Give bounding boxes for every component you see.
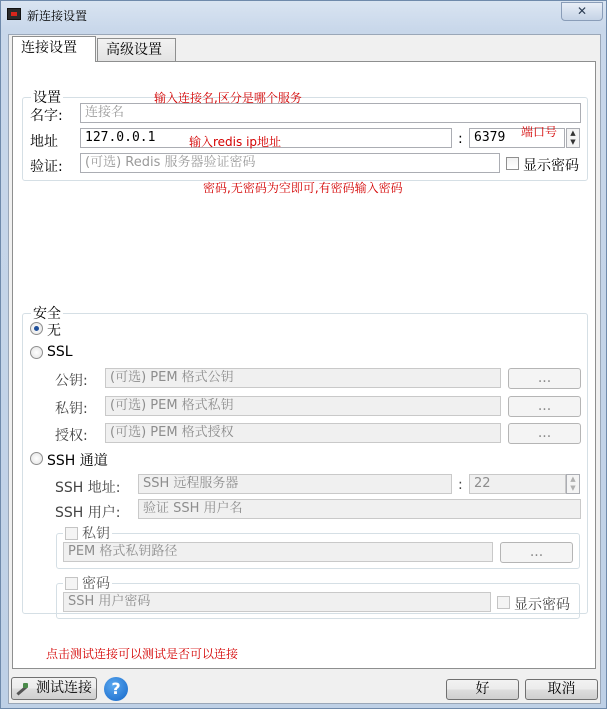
security-legend: 安全 [33, 306, 61, 322]
authority-label: 授权: [55, 428, 88, 444]
auth-password-input[interactable]: (可选) Redis 服务器验证密码 [80, 153, 500, 173]
settings-legend: 设置 [33, 90, 61, 106]
annotation-address-note: 输入redis ip地址 [189, 135, 282, 149]
ssh-user-label: SSH 用户: [55, 505, 121, 521]
address-label: 地址 [30, 134, 58, 150]
public-key-browse-button[interactable]: ... [508, 368, 581, 389]
ssh-private-key-legend: 私钥 [63, 523, 112, 543]
private-key-input[interactable]: (可选) PEM 格式私钥 [105, 396, 501, 416]
connection-settings-panel [12, 61, 596, 669]
name-input[interactable]: 连接名 [80, 103, 581, 123]
title-bar[interactable] [1, 1, 606, 29]
ssh-port-stepper[interactable] [566, 474, 580, 494]
annotation-port-note: 端口号 [521, 125, 558, 139]
address-input[interactable]: 127.0.0.1 [80, 128, 452, 148]
ok-button[interactable]: 好 [446, 679, 519, 700]
security-ssh-label: SSH 通道 [47, 453, 108, 469]
ssh-show-password-checkbox[interactable] [497, 596, 510, 609]
name-label: 名字: [30, 108, 63, 124]
port-input[interactable]: 6379 [469, 128, 565, 148]
ssh-private-key-checkbox[interactable] [65, 527, 78, 540]
authority-browse-button[interactable]: ... [508, 423, 581, 444]
window-title: 新连接设置 [27, 9, 88, 23]
annotation-password-note: 密码,无密码为空即可,有密码输入密码 [203, 181, 403, 195]
ssh-password-legend: 密码 [63, 573, 112, 593]
auth-label: 验证: [30, 159, 63, 175]
security-ssl-label: SSL [47, 344, 73, 360]
port-down-icon[interactable]: ▼ [570, 138, 576, 146]
ssh-address-input[interactable]: SSH 远程服务器 [138, 474, 452, 494]
redis-app-icon [7, 8, 21, 20]
public-key-input[interactable]: (可选) PEM 格式公钥 [105, 368, 501, 388]
security-ssh-radio[interactable] [30, 452, 43, 465]
ssh-port-down-icon[interactable]: ▼ [570, 484, 576, 492]
public-key-label: 公钥: [55, 373, 88, 389]
ssh-private-key-browse-button[interactable]: ... [500, 542, 573, 563]
private-key-browse-button[interactable]: ... [508, 396, 581, 417]
security-ssl-radio[interactable] [30, 346, 43, 359]
port-separator: : [458, 131, 463, 147]
show-password-checkbox[interactable] [506, 157, 519, 170]
security-none-label: 无 [47, 323, 61, 339]
private-key-label: 私钥: [55, 401, 88, 417]
security-none-radio[interactable] [30, 322, 43, 335]
port-up-icon[interactable]: ▲ [570, 129, 576, 137]
ssh-private-key-path-input[interactable]: PEM 格式私钥路径 [63, 542, 493, 562]
ssh-password-input[interactable]: SSH 用户密码 [63, 592, 491, 612]
help-icon[interactable]: ? [104, 677, 128, 701]
ssh-show-password-label: 显示密码 [514, 597, 570, 613]
ssh-password-checkbox[interactable] [65, 577, 78, 590]
plug-icon [16, 683, 30, 693]
annotation-name-note: 输入连接名,区分是哪个服务 [154, 91, 302, 105]
ssh-port-up-icon[interactable]: ▲ [570, 475, 576, 483]
ssh-port-input[interactable]: 22 [469, 474, 566, 494]
tab-connection-settings[interactable]: 连接设置 [12, 36, 96, 62]
ssh-port-separator: : [458, 477, 463, 493]
ssh-user-input[interactable]: 验证 SSH 用户名 [138, 499, 581, 519]
test-connection-button[interactable]: 测试连接 [11, 677, 97, 700]
close-button[interactable]: ✕ [561, 2, 603, 21]
port-stepper[interactable] [566, 128, 580, 148]
authority-input[interactable]: (可选) PEM 格式授权 [105, 423, 501, 443]
show-password-label: 显示密码 [523, 158, 579, 174]
annotation-test-note: 点击测试连接可以测试是否可以连接 [46, 647, 239, 661]
ssh-address-label: SSH 地址: [55, 480, 121, 496]
dialog-client-area [8, 34, 601, 704]
cancel-button[interactable]: 取消 [525, 679, 598, 700]
tab-advanced-settings[interactable]: 高级设置 [97, 38, 176, 62]
